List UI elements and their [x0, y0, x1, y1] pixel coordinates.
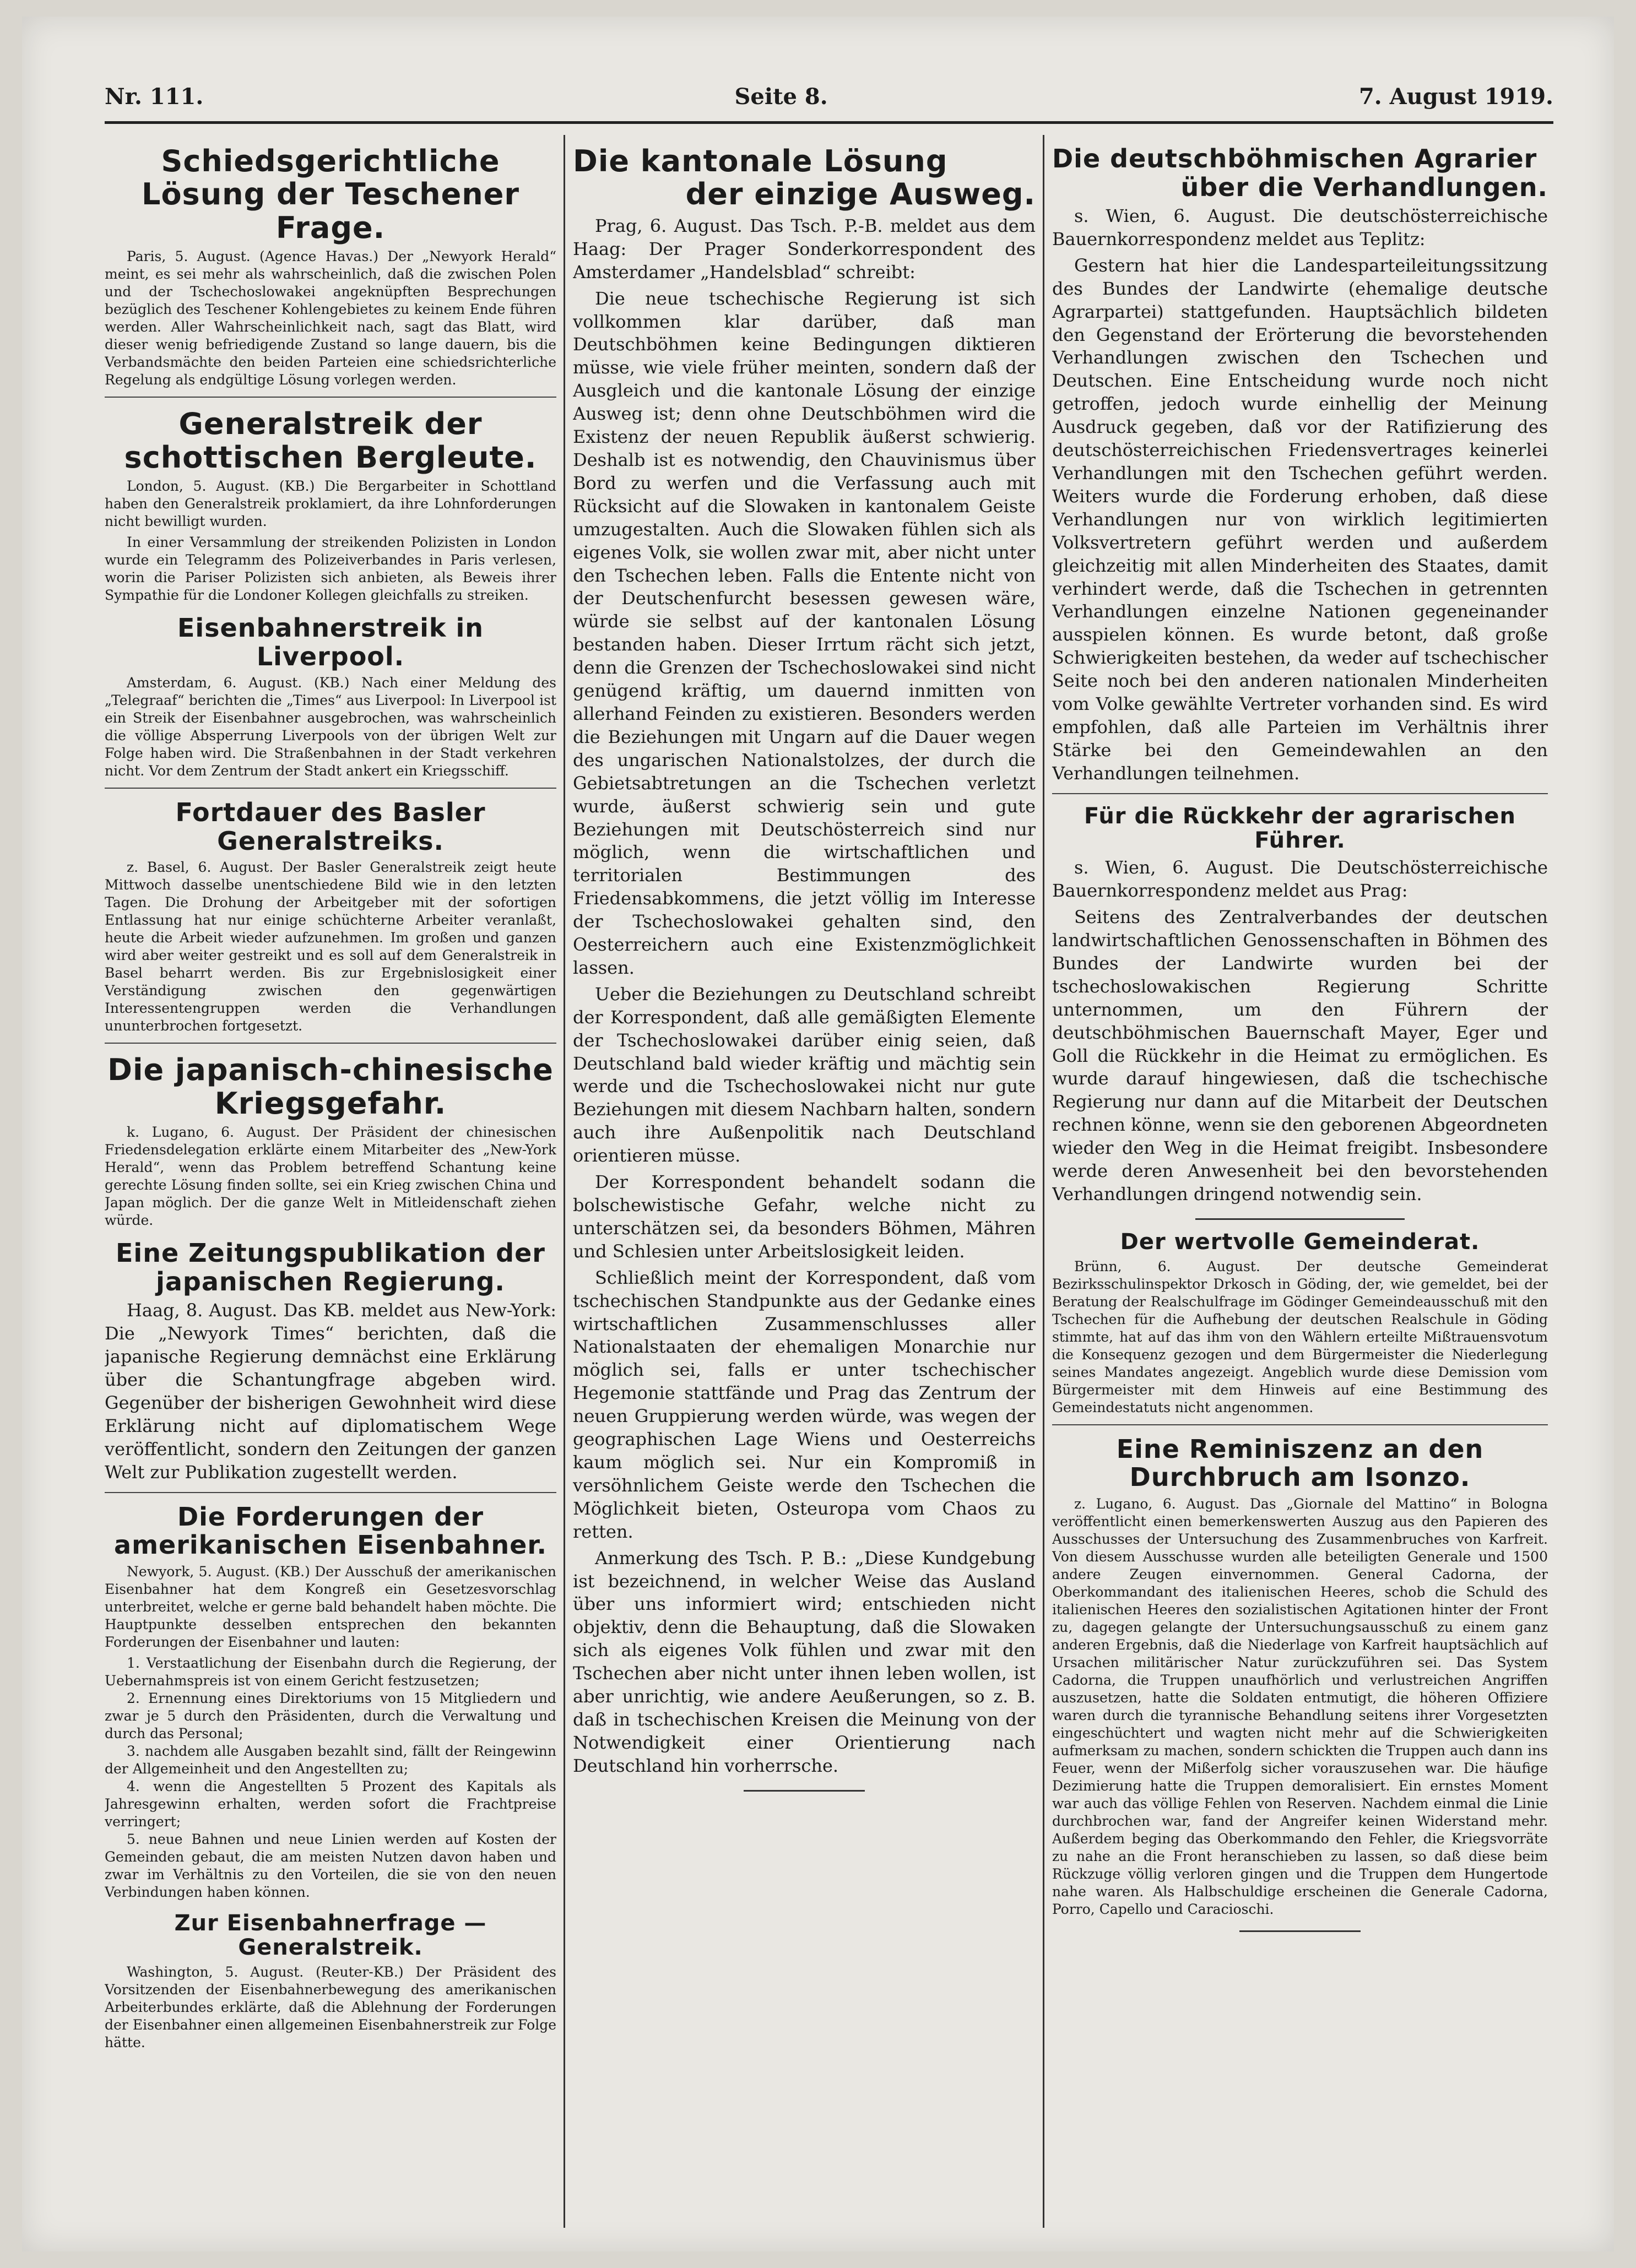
article-cantonal-p5: Schließlich meint der Korrespondent, daß vom tschechischen Standpunkte aus der Gedanke eines wirtschaftlichen Zusammenschlusses aller Nationalstaaten der ehemaligen Monarchie nur möglich sei, falls er unter tschechischer Hegemonie stattfände und Prag das Zentrum der neuen Gruppierung werden würde, was wegen der geographischen Lage Wiens und Oesterreichs kaum möglich sei. Nur ein Kompromiß in versöhnlichem Geiste werde den Tschechen die Möglichkeit bieten, Osteuropa vom Chaos zu retten. — [573, 1267, 1036, 1542]
column-right — [1052, 135, 1548, 2244]
headline-basel: Fortdauer des Basler Generalstreiks. — [175, 797, 486, 856]
end-rule — [1239, 1930, 1361, 1932]
article-isonzo-body: z. Lugano, 6. August. Das „Giornale del Mattino“ in Bologna veröffentlicht einen bemerkenswerten Auszug aus den Papieren des Ausschusses der Untersuchung des Zusammenbruches von Karfreit. Von diesem Ausschusse wurden alle beteiligten Generale und 1500 andere Zeugen einvernommen. General Cadorna, der Oberkommandant des italienischen Heeres, schob die Schuld des italienischen Heeres den sozialistischen Agitationen hinter der Front zu, dagegen gelangte der Untersuchungsausschuß zu einem ganz anderen Ergebnis, daß die Niederlage von Karfreit hauptsächlich auf Ursachen militärischer Natur zurückzuführen sei. Das System Cadorna, die Truppen unaufhörlich und verlustreichen Angriffen auszusetzen, hatte die Soldaten entmutigt, die höheren Offiziere waren durch die tyrannische Behandlung seitens ihrer Vorgesetzten eingeschüchtert und wagten nicht mehr auf die Schwierigkeiten aufmerksam zu machen, sondern schickten die Truppen auch dann ins Feuer, wenn der Mißerfolg sicher vorauszusehen war. Die häufige Dezimierung hatte die Truppen demoralisiert. Ein ernstes Moment war auch das völlige Fehlen von Reserven. Nachdem einmal die Linie durchbrochen war, fand der Angreifer keinen Widerstand mehr. Außerdem beging das Oberkommando den Fehler, die Kriegsvorräte zu nahe an die Front heranschieben zu lassen, so daß diese beim Rückzuge völlig verloren gingen und die Truppen dem Hungertode nahe waren. Als Halbschuldige erscheinen die Generale Cadorna, Porro, Capello und Caracioschi. — [1052, 1495, 1548, 1917]
end-rule — [744, 1790, 865, 1792]
column-divider — [564, 135, 565, 2228]
demands-list — [105, 1654, 556, 1901]
article-basel-body: z. Basel, 6. August. Der Basler Generalstreik zeigt heute Mittwoch dasselbe unentschiedene Bild wie in den letzten Tagen. Die Drohung der Arbeitgeber mit der sofortigen Entlassung hat nur einige schüchterne Arbeiter veranlaßt, heute die Arbeit wieder aufzunehmen. Im großen und ganzen wird aber weiter gestreikt und es soll auf dem Generalstreik in Basel beharrt werden. Bis zur Ergebnislosigkeit einer Verständigung zwischen den gegenwärtigen Interessentengruppen werden die Verhandlungen ununterbrochen fortgesetzt. — [105, 859, 556, 1034]
article-cantonal-p3: Ueber die Beziehungen zu Deutschland schreibt der Korrespondent, daß alle gemäßigten Elemente der Tschechoslowakei darüber einig seien, daß Deutschland bald wieder kräftig und mächtig sein werde und die Tschechoslowakei nicht nur gute Beziehungen mit diesem Nachbarn halten, sondern auch ihre Außenpolitik nach Deutschland orientieren müsse. — [573, 983, 1036, 1166]
list-item: 4. wenn die Angestellten 5 Prozent des Kapitals als Jahresgewinn erhalten, werden sofort die Frachtpreise verringert; — [105, 1778, 556, 1830]
article-cantonal-p2: Die neue tschechische Regierung ist sich vollkommen klar darüber, daß man Deutschböhmen keine Bedingungen diktieren müsse, wie viele früher meinten, sondern daß der Ausgleich und die kantonale Lösung der einzige Ausweg ist; denn ohne Deutschböhmen wird die Existenz der neuen Republik äußerst schwierig. Deshalb ist es notwendig, den Chauvinismus über Bord zu werfen und die Verfassung auch mit Rücksicht auf die Slowaken in kantonalem Geiste umzugestalten. Auch die Slowaken fühlen sich als eigenes Volk, sie wollen zwar mit, aber nicht unter den Tschechen leben. Falls die Entente nicht von der Deutschenfurcht besessen gewesen wäre, würde sie selbst auf der kantonalen Lösung bestanden haben. Dieser Irrtum rächt sich jetzt, denn die Grenzen der Tschechoslowakei sind nicht genügend kräftig, um dauernd inmitten von allerhand Feinden zu existieren. Besonders werden die Beziehungen mit Ungarn auf die Dauer wegen des ungarischen Nationalstolzes, der durch die Gebietsabtretungen an die Tschechen verletzt wurde, äußerst schwierig sein und gute Beziehungen mit Deutschösterreich sind nur möglich, wenn die wirtschaftlichen und territorialen Bestimmungen des Friedensabkommens, die jetzt völlig im Interesse der Tschechoslowakei gehalten sind, den Oesterreichern auch eine Existenzmöglichkeit lassen. — [573, 287, 1036, 978]
headline-line: über die Verhandlungen. — [1180, 172, 1548, 202]
headline-line: der einzige Ausweg. — [685, 177, 1036, 212]
article-liverpool-body: Amsterdam, 6. August. (KB.) Nach einer Meldung des „Telegraaf“ berichten die „Times“ aus Liverpool: In Liverpool ist ein Streik der Eisenbahner ausgebrochen, was wahrscheinlich die völlige Absperrung Liverpools von der übrigen Welt zur Folge haben wird. Die Straßenbahnen in der Stadt verkehren nicht. Vor dem Zentrum der Stadt ankert ein Kriegsschiff. — [105, 675, 556, 779]
list-item: 2. Ernennung eines Direktoriums von 15 Mitgliedern und zwar je 5 durch den Präsidenten, durch die Verwaltung und durch das Personal; — [105, 1690, 556, 1741]
article-divider — [1052, 793, 1548, 794]
section-rule — [1195, 1218, 1405, 1220]
column-middle — [573, 135, 1036, 2244]
article-divider — [105, 1492, 556, 1493]
issue-date: 7. August 1919. — [1358, 83, 1553, 110]
article-scottish-strike-p2: In einer Versammlung der streikenden Polizisten in London wurde ein Telegramm des Polizeiverbandes in Paris verlesen, worin die Pariser Polizisten sich anbieten, als Beweis ihrer Sympathie für die Londoner Kollegen gleichfalls zu streiken. — [105, 534, 556, 604]
headline-cantonal-solution — [573, 145, 1036, 211]
column-divider — [1043, 135, 1044, 2228]
headline-liverpool: Eisenbahnerstreik in Liverpool. — [177, 613, 484, 671]
article-cantonal-p6: Anmerkung des Tsch. P. B.: „Diese Kundgebung ist bezeichnend, in welcher Weise das Ausland über uns informiert wird; entschieden nicht objektiv, denn die Behauptung, daß die Slowaken sich als eigenes Volk fühlen und zwar mit den Tschechen aber nicht unter ihnen leben wollen, ist aber unrichtig, wie andere Aeußerungen, so z. B. daß in tschechischen Kreisen die Meinung von der Notwendigkeit einer Orientierung nach Deutschland hin vorherrsche. — [573, 1547, 1036, 1776]
article-scottish-strike-p1: London, 5. August. (KB.) Die Bergarbeiter in Schottland haben den Generalstreik proklamiert, da ihre Lohnforderungen nicht bewilligt wurden. — [105, 478, 556, 530]
header-rule — [105, 121, 1553, 124]
headline-isonzo: Eine Reminiszenz an den Durchbruch am Isonzo. — [1116, 1434, 1484, 1493]
headline-teschen: Schiedsgerichtliche Lösung der Teschener Frage. — [142, 144, 519, 245]
article-japan-china-body: k. Lugano, 6. August. Der Präsident der chinesischen Friedensdelegation erklärte einem Mitarbeiter des „New-York Herald“, wenn das Problem betreffend Schantung keine gerechte Lösung finden sollte, sei ein Krieg zwischen China und Japan möglich. Der die ganze Welt in Mitleidenschaft ziehen würde. — [105, 1124, 556, 1229]
headline-japan-china: Die japanisch-chinesische Kriegsgefahr. — [107, 1052, 554, 1121]
article-agrarians-p1: s. Wien, 6. August. Die deutschösterreichische Bauernkorrespondenz meldet aus Teplitz: — [1052, 205, 1548, 249]
column-left — [105, 135, 556, 2244]
issue-number: Nr. 111. — [105, 83, 204, 110]
article-return-leaders-p1: s. Wien, 6. August. Die Deutschösterreichische Bauernkorrespondenz meldet aus Prag: — [1052, 857, 1548, 902]
headline-return-leaders: Für die Rückkehr der agrarischen Führer. — [1084, 803, 1516, 854]
headline-agrarians — [1052, 145, 1548, 202]
article-japanese-publication-body: Haag, 8. August. Das KB. meldet aus New-York: Die „Newyork Times“ berichten, daß die japanische Regierung demnächst eine Erklärung über die Schantungfrage abgeben wird. Gegenüber der bisherigen Gewohnheit wird diese Erklärung nicht auf diplomatischem Wege veröffentlicht, sondern den Zeitungen der ganzen Welt zur Publikation zugestellt werden. — [105, 1300, 556, 1483]
headline-line: Die kantonale Lösung — [573, 144, 948, 178]
article-teschen-body: Paris, 5. August. (Agence Havas.) Der „Newyork Herald“ meint, es sei mehr als wahrscheinlich, daß die zwischen Polen und der Tschechoslowakei angeknüpften Besprechungen bezüglich des Teschener Kohlengebietes zu keinem Ende führen werden. Aller Wahrscheinlichkeit nach, sagt das Blatt, wird dieser wenig befriedigende Zustand so lange dauern, bis die Verbandsmächte den beiden Parteien eine schiedsrichterliche Regelung als endgültige Lösung vorlegen werden. — [105, 248, 556, 388]
headline-american-railwaymen: Die Forderungen der amerikanischen Eisenbahner. — [114, 1501, 547, 1560]
headline-japanese-publication: Eine Zeitungspublikation der japanischen Regierung. — [116, 1238, 545, 1296]
page-header — [105, 77, 1553, 116]
list-item: 3. nachdem alle Ausgaben bezahlt sind, fällt der Reingewinn der Allgemeinheit und den Angestellten zu; — [105, 1743, 556, 1777]
headline-councillor: Der wertvolle Gemeinderat. — [1120, 1229, 1480, 1255]
article-councillor-body: Brünn, 6. August. Der deutsche Gemeinderat Bezirksschulinspektor Drkosch in Göding, der, wie gemeldet, bei der Beratung der Realschulfrage im Gödinger Gemeindeausschuß mit den Tschechen für die Aufhebung der deutschen Realschule in Göding stimmte, hat auf das ihm von den Wählern erteilte Mißtrauensvotum die Konsequenz gezogen und dem Bürgermeister die Niederlegung seines Mandates angezeigt. Angeblich wurde diese Demission vom Bürgermeister mit dem Hinweis auf eine Bestimmung des Gemeindestatuts nicht angenommen. — [1052, 1258, 1548, 1415]
article-cantonal-p1: Prag, 6. August. Das Tsch. P.-B. meldet aus dem Haag: Der Prager Sonderkorrespondent des Amsterdamer „Handelsblad“ schreibt: — [573, 215, 1036, 283]
article-divider — [105, 1043, 556, 1044]
newspaper-page — [22, 17, 1614, 2251]
article-divider — [1052, 1424, 1548, 1425]
list-item: 5. neue Bahnen und neue Linien werden auf Kosten der Gemeinden gebaut, die am meisten Nutzen davon haben und zwar im Verhältnis zu den Vorteilen, die sie von den neuen Verbindungen haben können. — [105, 1831, 556, 1900]
article-cantonal-p4: Der Korrespondent behandelt sodann die bolschewistische Gefahr, welche nicht zu unterschätzen sei, da besonders Böhmen, Mähren und Schlesien unter Arbeitslosigkeit leiden. — [573, 1171, 1036, 1262]
headline-line: Die deutschböhmischen Agrarier — [1052, 144, 1537, 173]
list-item: 1. Verstaatlichung der Eisenbahn durch die Regierung, der Uebernahmspreis ist von einem Gericht festzusetzen; — [105, 1654, 556, 1689]
article-divider — [105, 397, 556, 398]
article-return-leaders-p2: Seitens des Zentralverbandes der deutschen landwirtschaftlichen Genossenschaften in Böhmen des Bundes der Landwirte wurden bei der tschechoslowakischen Regierung Schritte unternommen, um den Führern der deutschböhmischen Bauernschaft Mayer, Eger und Goll die Rückkehr in die Heimat zu ermöglichen. Es wurde darauf hingewiesen, daß die tschechische Regierung nur dann auf die Mitarbeit der Deutschen rechnen könne, wenn sie den geborenen Abgeordneten wieder den Weg in die Heimat freigibt. Insbesondere werde deren Anwesenheit bei den bevorstehenden Verhandlungen dringend notwendig sein. — [1052, 907, 1548, 1204]
headline-scottish-strike: Generalstreik der schottischen Bergleute. — [124, 406, 537, 475]
article-washington-body: Washington, 5. August. (Reuter-KB.) Der Präsident des Vorsitzenden der Eisenbahnerbewegung des amerikanischen Arbeiterbundes erklärte, daß die Ablehnung der Forderungen der Eisenbahner einen allgemeinen Eisenbahnerstreik zur Folge hätte. — [105, 1964, 556, 2051]
headline-washington: Zur Eisenbahnerfrage — Generalstreik. — [174, 1910, 487, 1961]
article-american-railwaymen-intro: Newyork, 5. August. (KB.) Der Ausschuß der amerikanischen Eisenbahner hat dem Kongreß ein Gesetzesvorschlag unterbreitet, welche er gerne bald behandelt haben möchte. Die Hauptpunkte desselben entsprechen den bekannten Forderungen der Eisenbahner und lauten: — [105, 1563, 556, 1650]
page-number: Seite 8. — [734, 83, 828, 110]
article-agrarians-p2: Gestern hat hier die Landesparteileitungssitzung des Bundes der Landwirte (ehemalige deutsche Agrarpartei) stattgefunden. Hauptsächlich bildeten den Gegenstand der Erörterung die bevorstehenden Verhandlungen zwischen den Tschechen und Deutschen. Eine Entscheidung wurde noch nicht getroffen, jedoch wurde einhellig der Meinung Ausdruck gegeben, daß vor der Ratifizierung des deutschösterreichischen Friedensvertrages keinerlei Verhandlungen mit den Tschechen geführt werden. Weiters wurde die Forderung erhoben, daß diese Verhandlungen nur von wirklich legitimierten Volksvertretern geführt werden und außerdem gleichzeitig mit allen Minderheiten des Staates, damit verhindert werde, daß die Tschechen in getrennten Verhandlungen einzelne Nationen gegeneinander ausspielen können. Es wurde betont, daß große Schwierigkeiten bestehen, da weder auf tschechischer Seite noch bei den anderen nationalen Minderheiten vom Volke gewählte Vertreter vorhanden sind. Es wird empfohlen, daß alle Parteien im Verhältnis ihrer Stärke bei den Gemeindewahlen an den Verhandlungen teilnehmen. — [1052, 254, 1548, 784]
article-divider — [105, 788, 556, 789]
